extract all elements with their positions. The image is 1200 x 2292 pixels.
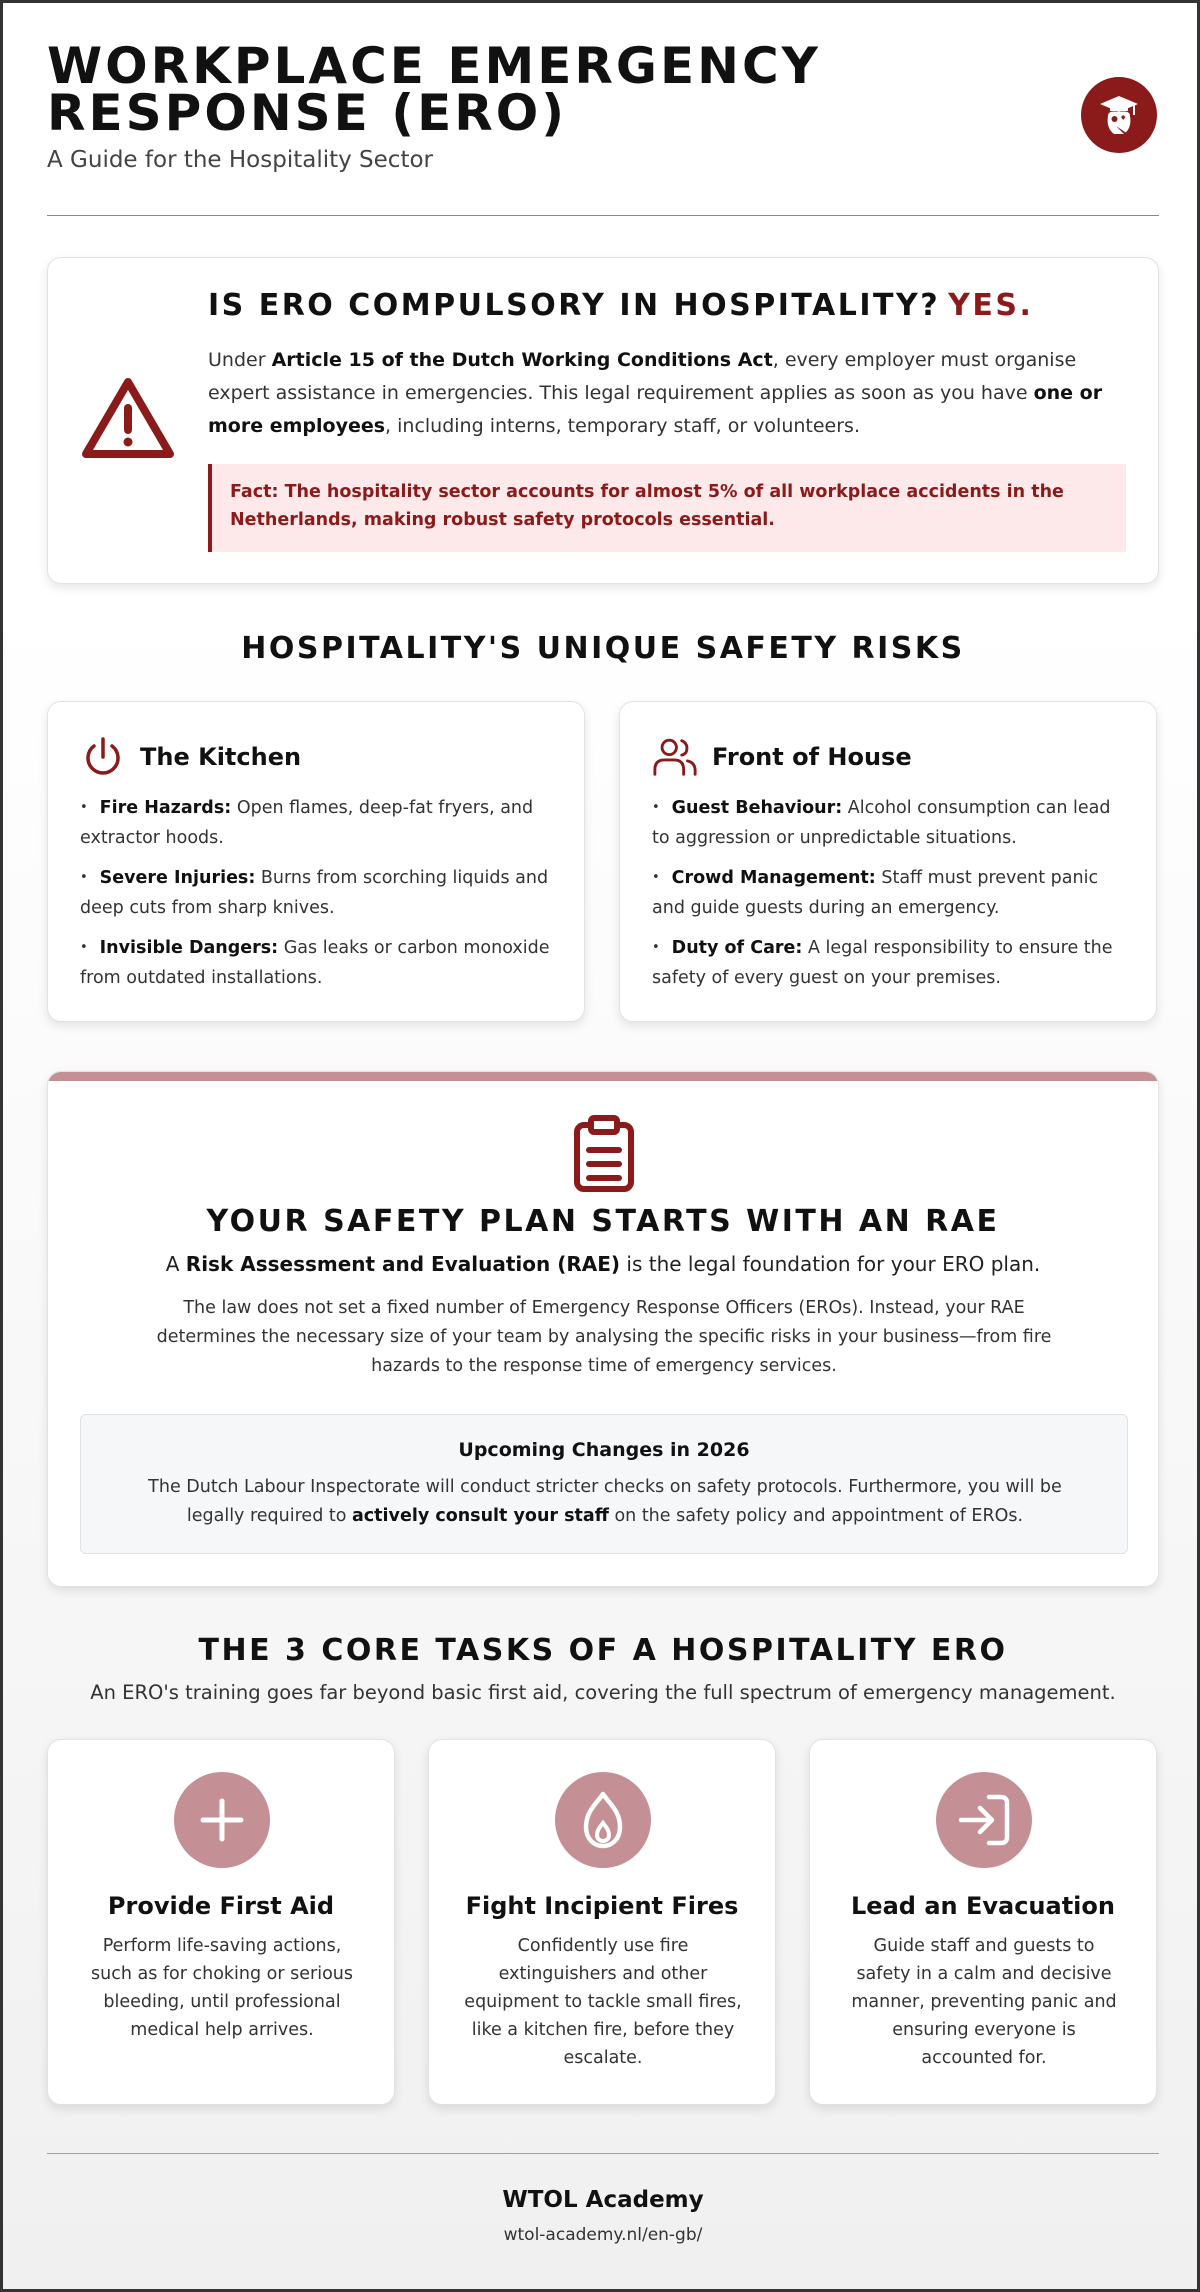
ero-compulsory-card <box>47 257 1159 584</box>
list-item <box>652 794 1130 852</box>
task-description: Confidently use fire extinguishers and other equipment to tackle small fires, like a kitchen fire, before they escalate. <box>464 1936 742 2068</box>
rae-lead <box>48 1252 1158 1276</box>
lead-text: A <box>165 1252 186 1276</box>
accent-bar <box>48 1072 1158 1081</box>
risk-text: Staff must prevent panic and guide guests during an emergency. <box>652 868 1099 918</box>
risk-text: A legal responsibility to ensure the safety of every guest on your premises. <box>652 938 1113 988</box>
list-item <box>80 864 558 922</box>
task-title: Fight Incipient Fires <box>465 1892 739 1920</box>
tasks-subtitle: An ERO's training goes far beyond basic first aid, covering the full spectrum of emergency management. <box>90 1681 1116 1704</box>
risk-card-kitchen <box>47 701 585 1022</box>
box-text: The Dutch Labour Inspectorate will conduct stricter checks on safety protocols. Furthermore, you will be legally required to <box>148 1477 1062 1526</box>
footer-brand: WTOL Academy <box>502 2187 704 2213</box>
box-bold: actively consult your staff <box>352 1506 609 1526</box>
exit-icon <box>936 1772 1032 1868</box>
risk-text: Open flames, deep-fat fryers, and extractor hoods. <box>80 798 534 848</box>
risk-card-front-of-house <box>619 701 1157 1022</box>
risk-card-header <box>80 734 301 780</box>
risk-label: Duty of Care: <box>671 938 803 958</box>
tasks-heading: THE 3 CORE TASKS OF A HOSPITALITY ERO <box>198 1633 1008 1668</box>
list-item <box>80 934 558 992</box>
risk-text: Burns from scorching liquids and deep cuts from sharp knives. <box>80 868 549 918</box>
task-title: Lead an Evacuation <box>851 1892 1115 1920</box>
lead-bold: Risk Assessment and Evaluation (RAE) <box>185 1252 621 1276</box>
upcoming-changes-title: Upcoming Changes in 2026 <box>458 1439 750 1461</box>
risk-label: Crowd Management: <box>671 868 876 888</box>
task-card-fires <box>428 1739 776 2105</box>
risk-card-title: The Kitchen <box>140 743 302 771</box>
rae-card <box>47 1071 1159 1587</box>
task-title: Provide First Aid <box>107 1892 335 1920</box>
rae-heading: YOUR SAFETY PLAN STARTS WITH AN RAE <box>206 1204 1000 1239</box>
fact-callout: Fact: The hospitality sector accounts for almost 5% of all workplace accidents in the Netherlands, making robust safety protocols essential. <box>208 464 1126 552</box>
header <box>47 37 1159 173</box>
upcoming-changes-box <box>80 1414 1128 1554</box>
body-text: , including interns, temporary staff, or volunteers. <box>385 415 860 437</box>
footer-url[interactable]: wtol-academy.nl/en-gb/ <box>503 2225 703 2245</box>
list-item <box>80 794 558 852</box>
risk-label: Guest Behaviour: <box>671 798 843 818</box>
task-description: Guide staff and guests to safety in a calm and decisive manner, preventing panic and ensuring everyone is accounted for. <box>851 1936 1117 2068</box>
compulsory-heading <box>208 288 1033 323</box>
list-item <box>652 864 1130 922</box>
risk-text: Alcohol consumption can lead to aggression or unpredictable situations. <box>652 798 1111 848</box>
box-text: on the safety policy and appointment of EROs. <box>608 1506 1024 1526</box>
risk-label: Fire Hazards: <box>99 798 232 818</box>
footer-divider <box>47 2153 1159 2154</box>
risks-heading: HOSPITALITY'S UNIQUE SAFETY RISKS <box>241 631 965 666</box>
risk-text: Gas leaks or carbon monoxide from outdated installations. <box>80 938 550 988</box>
power-icon <box>80 734 126 780</box>
compulsory-body <box>208 344 1138 443</box>
compulsory-question: IS ERO COMPULSORY IN HOSPITALITY? <box>208 288 941 323</box>
task-description: Perform life-saving actions, such as for choking or serious bleeding, until professional medical help arrives. <box>90 1936 353 2040</box>
owl-graduation-cap-icon <box>1081 77 1157 153</box>
risk-list <box>80 794 558 1004</box>
body-bold: one or more employees <box>208 382 1103 437</box>
lead-text: is the legal foundation for your ERO plan. <box>620 1252 1041 1276</box>
users-icon <box>652 734 698 780</box>
page-title: WORKPLACE EMERGENCY RESPONSE (ERO) <box>47 37 821 142</box>
risk-card-title: Front of House <box>712 743 912 771</box>
task-card-evacuation <box>809 1739 1157 2105</box>
clipboard-icon <box>572 1114 636 1198</box>
compulsory-answer: YES. <box>948 288 1034 323</box>
rae-paragraph: The law does not set a fixed number of Emergency Response Officers (EROs). Instead, your RAE determines the necessary size of your team by analysing the specific risks in your business—from fire hazards to the response time of emergency services. <box>156 1298 1052 1376</box>
flame-icon <box>555 1772 651 1868</box>
page-subtitle: A Guide for the Hospitality Sector <box>47 147 434 173</box>
list-item <box>652 934 1130 992</box>
upcoming-changes-body <box>121 1473 1089 1531</box>
body-bold: Article 15 of the Dutch Working Conditions Act <box>271 349 773 371</box>
risk-list <box>652 794 1130 1004</box>
risk-label: Severe Injuries: <box>99 868 256 888</box>
body-text: Under <box>208 349 272 371</box>
risk-label: Invisible Dangers: <box>99 938 279 958</box>
risk-card-header <box>652 734 912 780</box>
task-card-first-aid <box>47 1739 395 2105</box>
divider <box>47 215 1159 216</box>
warning-triangle-icon <box>80 376 176 466</box>
plus-icon <box>174 1772 270 1868</box>
body-text: , every employer must organise expert assistance in emergencies. This legal requirement applies as soon as you have <box>208 349 1077 404</box>
